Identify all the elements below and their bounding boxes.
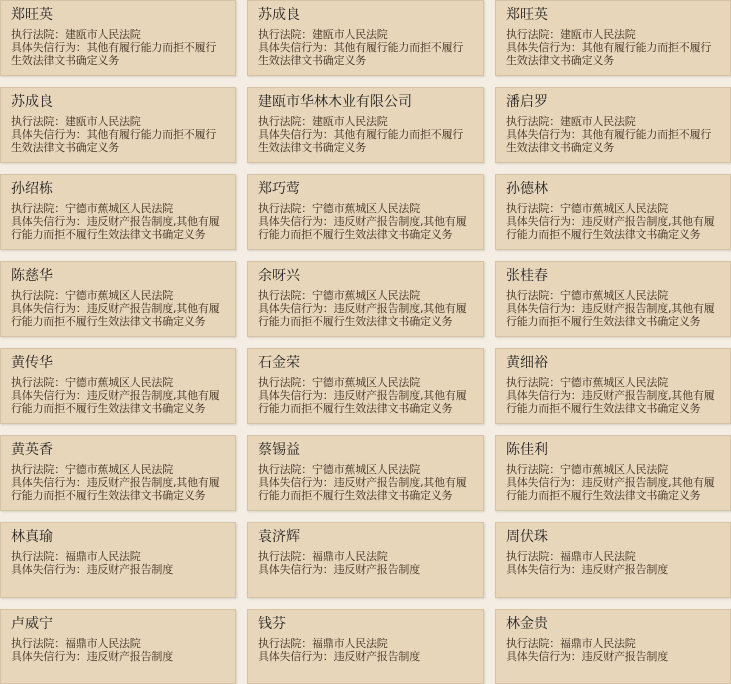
court-line [506, 28, 720, 41]
behavior-value: 违反财产报告制度,其他有履行能力而拒不履行生效法律文书确定义务 [506, 389, 715, 415]
behavior-label: 具体失信行为： [258, 128, 334, 141]
behavior-line [506, 650, 720, 663]
court-value: 宁德市蕉城区人民法院 [65, 463, 173, 476]
behavior-label: 具体失信行为： [11, 476, 87, 489]
behavior-line [258, 476, 473, 502]
behavior-value: 违反财产报告制度,其他有履行能力而拒不履行生效法律文书确定义务 [258, 302, 467, 328]
court-value: 宁德市蕉城区人民法院 [560, 463, 668, 476]
court-value: 宁德市蕉城区人民法院 [560, 289, 668, 302]
behavior-label: 具体失信行为： [506, 302, 582, 315]
behavior-label: 具体失信行为： [258, 41, 334, 54]
court-label: 执行法院： [11, 463, 65, 476]
court-label: 执行法院： [11, 289, 65, 302]
person-name[interactable]: 建瓯市华林木业有限公司 [258, 94, 412, 110]
behavior-label: 具体失信行为： [506, 41, 582, 54]
behavior-label: 具体失信行为： [11, 650, 87, 663]
person-name[interactable]: 陈慈华 [11, 268, 53, 284]
behavior-value: 违反财产报告制度,其他有履行能力而拒不履行生效法律文书确定义务 [11, 476, 220, 502]
behavior-value: 其他有履行能力而拒不履行生效法律文书确定义务 [11, 41, 217, 67]
court-line [506, 202, 720, 215]
person-name[interactable]: 孙德林 [506, 181, 548, 197]
behavior-line [11, 563, 225, 576]
court-label: 执行法院： [11, 28, 65, 41]
court-label: 执行法院： [11, 202, 65, 215]
court-label: 执行法院： [506, 463, 560, 476]
behavior-value: 其他有履行能力而拒不履行生效法律文书确定义务 [506, 128, 712, 154]
court-value: 建瓯市人民法院 [312, 28, 388, 41]
court-value: 宁德市蕉城区人民法院 [560, 202, 668, 215]
card[interactable] [0, 609, 236, 684]
court-label: 执行法院： [506, 637, 560, 650]
court-value: 福鼎市人民法院 [65, 637, 141, 650]
behavior-line [506, 215, 720, 241]
behavior-line [11, 128, 225, 154]
card[interactable] [247, 87, 484, 163]
court-line [506, 289, 720, 302]
card[interactable] [0, 348, 236, 424]
person-name[interactable]: 钱芬 [258, 616, 286, 632]
behavior-label: 具体失信行为： [11, 215, 87, 228]
person-name[interactable]: 郑旺英 [11, 7, 53, 23]
behavior-value: 其他有履行能力而拒不履行生效法律文书确定义务 [258, 128, 464, 154]
person-name[interactable]: 黄英香 [11, 442, 53, 458]
behavior-value: 违反财产报告制度,其他有履行能力而拒不履行生效法律文书确定义务 [506, 476, 715, 502]
behavior-line [506, 476, 720, 502]
court-label: 执行法院： [506, 115, 560, 128]
card[interactable] [247, 174, 484, 250]
behavior-line [11, 389, 225, 415]
card[interactable] [495, 522, 731, 598]
person-name[interactable]: 周伏珠 [506, 529, 548, 545]
behavior-value: 违反财产报告制度,其他有履行能力而拒不履行生效法律文书确定义务 [11, 302, 220, 328]
court-value: 宁德市蕉城区人民法院 [65, 376, 173, 389]
court-line [11, 376, 225, 389]
card[interactable] [495, 87, 731, 163]
court-line [258, 28, 473, 41]
behavior-value: 违反财产报告制度,其他有履行能力而拒不履行生效法律文书确定义务 [506, 215, 715, 241]
person-name[interactable]: 余呀兴 [258, 268, 300, 284]
court-value: 建瓯市人民法院 [560, 28, 636, 41]
behavior-label: 具体失信行为： [506, 389, 582, 402]
person-name[interactable]: 孙绍栋 [11, 181, 53, 197]
behavior-line [258, 215, 473, 241]
behavior-value: 违反财产报告制度 [333, 650, 421, 663]
behavior-label: 具体失信行为： [258, 215, 334, 228]
court-value: 福鼎市人民法院 [560, 550, 636, 563]
person-name[interactable]: 黄细裕 [506, 355, 548, 371]
person-name[interactable]: 袁济辉 [258, 529, 300, 545]
behavior-label: 具体失信行为： [506, 650, 582, 663]
behavior-line [11, 302, 225, 328]
court-label: 执行法院： [258, 550, 312, 563]
court-value: 宁德市蕉城区人民法院 [312, 376, 420, 389]
person-name[interactable]: 蔡锡益 [258, 442, 300, 458]
court-line [506, 637, 720, 650]
behavior-label: 具体失信行为： [11, 389, 87, 402]
behavior-value: 违反财产报告制度 [581, 650, 669, 663]
court-value: 福鼎市人民法院 [312, 637, 388, 650]
court-label: 执行法院： [258, 289, 312, 302]
person-name[interactable]: 郑旺英 [506, 7, 548, 23]
behavior-line [258, 302, 473, 328]
court-label: 执行法院： [258, 28, 312, 41]
person-name[interactable]: 张桂春 [506, 268, 548, 284]
person-name[interactable]: 黄传华 [11, 355, 53, 371]
behavior-value: 其他有履行能力而拒不履行生效法律文书确定义务 [11, 128, 217, 154]
card[interactable] [247, 522, 484, 598]
card[interactable] [495, 0, 731, 76]
card[interactable] [0, 435, 236, 511]
card[interactable] [247, 435, 484, 511]
behavior-line [258, 650, 473, 663]
behavior-value: 违反财产报告制度 [333, 563, 421, 576]
behavior-line [11, 215, 225, 241]
court-label: 执行法院： [506, 376, 560, 389]
behavior-value: 违反财产报告制度,其他有履行能力而拒不履行生效法律文书确定义务 [506, 302, 715, 328]
behavior-line [506, 389, 720, 415]
court-label: 执行法院： [258, 202, 312, 215]
behavior-value: 其他有履行能力而拒不履行生效法律文书确定义务 [506, 41, 712, 67]
court-line [258, 202, 473, 215]
behavior-label: 具体失信行为： [258, 389, 334, 402]
person-name[interactable]: 石金荣 [258, 355, 300, 371]
behavior-line [11, 41, 225, 67]
court-label: 执行法院： [11, 637, 65, 650]
behavior-line [506, 563, 720, 576]
behavior-value: 违反财产报告制度,其他有履行能力而拒不履行生效法律文书确定义务 [258, 389, 467, 415]
court-value: 宁德市蕉城区人民法院 [312, 289, 420, 302]
card[interactable] [495, 174, 731, 250]
behavior-line [258, 41, 473, 67]
behavior-line [258, 389, 473, 415]
court-line [258, 115, 473, 128]
behavior-label: 具体失信行为： [11, 563, 87, 576]
person-name[interactable]: 郑巧莺 [258, 181, 300, 197]
court-value: 宁德市蕉城区人民法院 [65, 289, 173, 302]
behavior-value: 违反财产报告制度,其他有履行能力而拒不履行生效法律文书确定义务 [11, 389, 220, 415]
behavior-value: 违反财产报告制度 [581, 563, 669, 576]
court-label: 执行法院： [258, 463, 312, 476]
behavior-line [258, 563, 473, 576]
person-name[interactable]: 林真瑜 [11, 529, 53, 545]
behavior-label: 具体失信行为： [506, 215, 582, 228]
person-name[interactable]: 苏成良 [11, 94, 53, 110]
behavior-label: 具体失信行为： [11, 41, 87, 54]
behavior-label: 具体失信行为： [11, 128, 87, 141]
card[interactable] [495, 435, 731, 511]
court-value: 宁德市蕉城区人民法院 [312, 202, 420, 215]
court-label: 执行法院： [11, 376, 65, 389]
court-line [258, 376, 473, 389]
court-value: 福鼎市人民法院 [312, 550, 388, 563]
card[interactable] [247, 609, 484, 684]
court-line [11, 463, 225, 476]
behavior-label: 具体失信行为： [258, 563, 334, 576]
card[interactable] [495, 261, 731, 337]
behavior-label: 具体失信行为： [506, 128, 582, 141]
court-value: 福鼎市人民法院 [560, 637, 636, 650]
behavior-value: 违反财产报告制度,其他有履行能力而拒不履行生效法律文书确定义务 [258, 476, 467, 502]
card[interactable] [247, 261, 484, 337]
court-value: 建瓯市人民法院 [312, 115, 388, 128]
card[interactable] [0, 261, 236, 337]
court-value: 宁德市蕉城区人民法院 [312, 463, 420, 476]
card[interactable] [0, 87, 236, 163]
behavior-line [506, 128, 720, 154]
court-line [258, 637, 473, 650]
behavior-value: 违反财产报告制度,其他有履行能力而拒不履行生效法律文书确定义务 [258, 215, 467, 241]
court-label: 执行法院： [258, 376, 312, 389]
behavior-value: 违反财产报告制度,其他有履行能力而拒不履行生效法律文书确定义务 [11, 215, 220, 241]
court-line [11, 289, 225, 302]
court-value: 建瓯市人民法院 [65, 115, 141, 128]
court-line [258, 289, 473, 302]
court-line [11, 28, 225, 41]
court-value: 建瓯市人民法院 [65, 28, 141, 41]
court-label: 执行法院： [506, 202, 560, 215]
behavior-line [258, 128, 473, 154]
court-line [11, 115, 225, 128]
court-value: 建瓯市人民法院 [560, 115, 636, 128]
court-line [258, 463, 473, 476]
court-label: 执行法院： [258, 115, 312, 128]
court-label: 执行法院： [506, 550, 560, 563]
court-value: 宁德市蕉城区人民法院 [560, 376, 668, 389]
behavior-label: 具体失信行为： [258, 302, 334, 315]
behavior-line [506, 41, 720, 67]
court-label: 执行法院： [11, 550, 65, 563]
person-name[interactable]: 苏成良 [258, 7, 300, 23]
card[interactable] [0, 0, 236, 76]
behavior-label: 具体失信行为： [506, 563, 582, 576]
person-name[interactable]: 陈佳利 [506, 442, 548, 458]
card[interactable] [247, 0, 484, 76]
behavior-value: 其他有履行能力而拒不履行生效法律文书确定义务 [258, 41, 464, 67]
court-line [506, 376, 720, 389]
person-name[interactable]: 潘启罗 [506, 94, 548, 110]
behavior-line [11, 476, 225, 502]
behavior-line [506, 302, 720, 328]
court-line [506, 463, 720, 476]
court-value: 宁德市蕉城区人民法院 [65, 202, 173, 215]
person-name[interactable]: 卢威宁 [11, 616, 53, 632]
behavior-value: 违反财产报告制度 [86, 563, 174, 576]
behavior-label: 具体失信行为： [506, 476, 582, 489]
card[interactable] [495, 348, 731, 424]
behavior-value: 违反财产报告制度 [86, 650, 174, 663]
behavior-label: 具体失信行为： [258, 650, 334, 663]
person-name[interactable]: 林金贵 [506, 616, 548, 632]
court-label: 执行法院： [11, 115, 65, 128]
court-line [11, 637, 225, 650]
court-label: 执行法院： [506, 28, 560, 41]
behavior-line [11, 650, 225, 663]
court-line [258, 550, 473, 563]
court-line [11, 550, 225, 563]
court-value: 福鼎市人民法院 [65, 550, 141, 563]
court-label: 执行法院： [506, 289, 560, 302]
court-line [11, 202, 225, 215]
behavior-label: 具体失信行为： [11, 302, 87, 315]
behavior-label: 具体失信行为： [258, 476, 334, 489]
card[interactable] [0, 174, 236, 250]
card[interactable] [495, 609, 731, 684]
court-line [506, 115, 720, 128]
court-label: 执行法院： [258, 637, 312, 650]
court-line [506, 550, 720, 563]
card[interactable] [247, 348, 484, 424]
card[interactable] [0, 522, 236, 598]
